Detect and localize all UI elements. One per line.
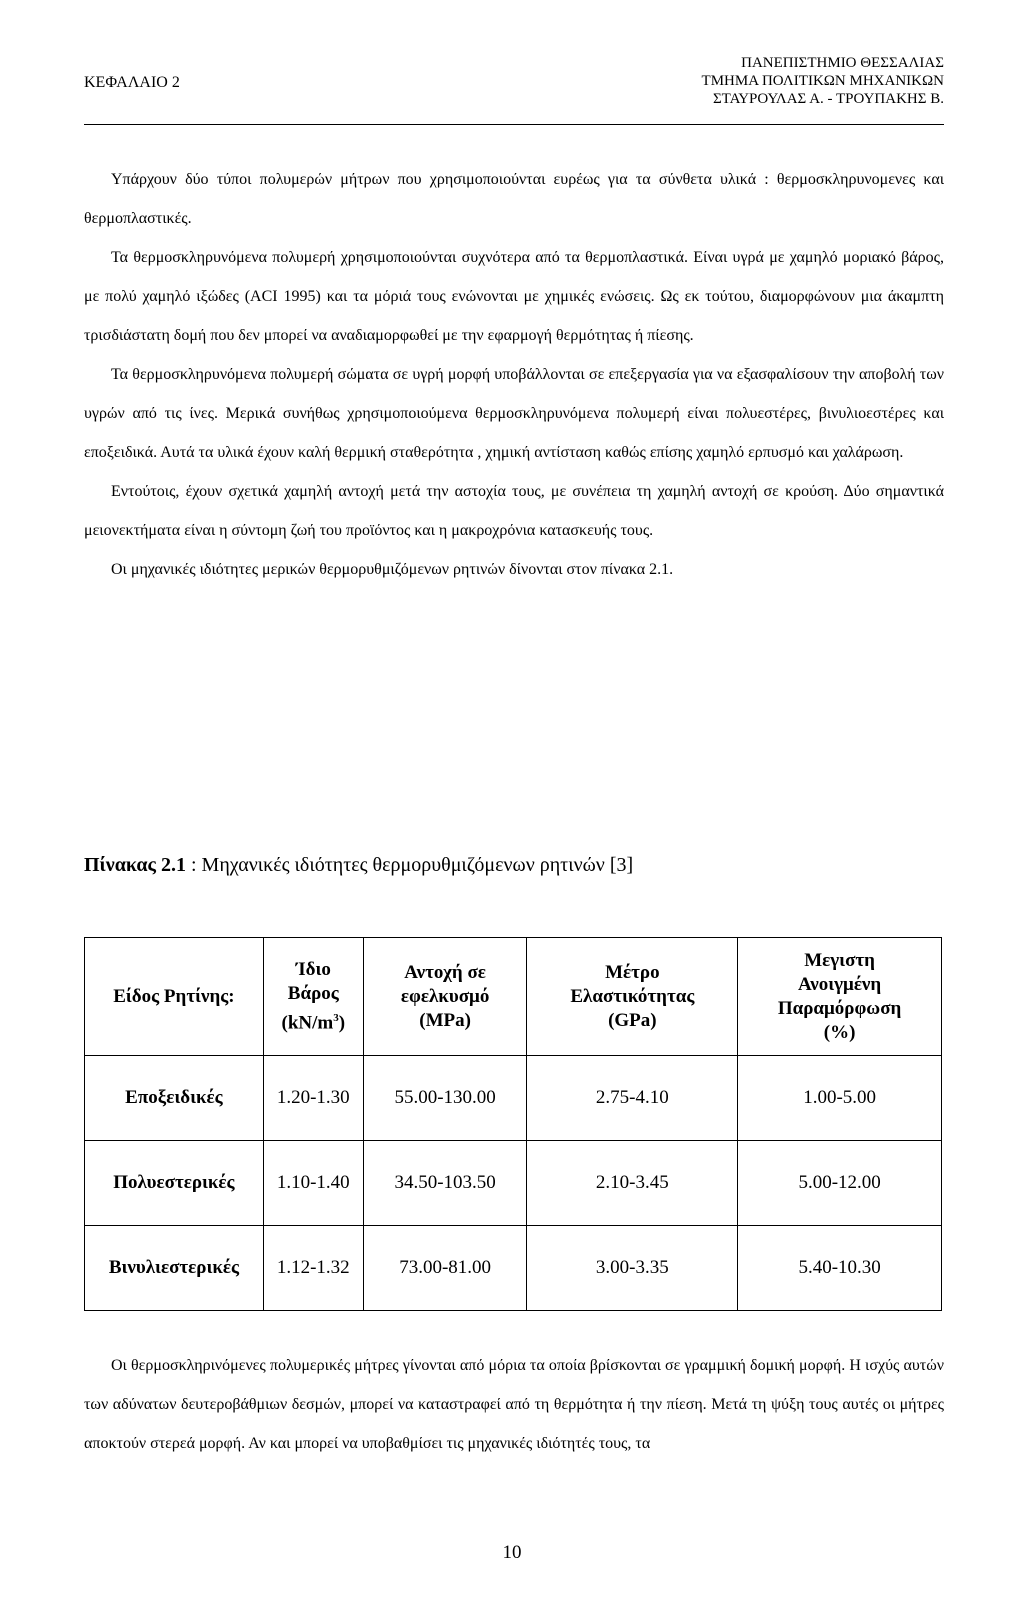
elastic-modulus-cell: 2.75-4.10 (527, 1056, 738, 1141)
header-tensile-strength: Αντοχή σε εφελκυσμό (MPa) (363, 938, 527, 1056)
institution-block (702, 54, 944, 108)
table-header-row (85, 938, 942, 1056)
body-text-bottom (84, 1346, 944, 1463)
paragraph: Οι θερμοσκληρινόμενες πολυμερικές μήτρες γίνονται από μόρια τα οποία βρίσκονται σε γραμμική δομική μορφή. Η ισχύς αυτών των αδύνατων δευτεροβάθμιων δεσμών, μπορεί να καταστραφεί από τη θερμότητα ή την πίεση. Μετά τη ψύξη τους αυτές οι μήτρες αποκτούν στερεά μορφή. Αν και μπορεί να υποβαθμίσει τις μηχανικές ιδιότητές τους, τα (84, 1357, 944, 1452)
resin-type-cell: Εποξειδικές (85, 1056, 264, 1141)
header-rule (84, 124, 944, 125)
specific-weight-cell: 1.12-1.32 (263, 1226, 363, 1311)
paragraph: Τα θερμοσκληρυνόμενα πολυμερή χρησιμοποιούνται συχνότερα από τα θερμοπλαστικά. Είναι υγρά με χαμηλό μοριακό βάρος, με πολύ χαμηλό ιξώδες (ACI 1995) και τα μόριά τους ενώνονται με χημικές ενώσεις. Ως εκ τούτου, διαμορφώνουν μια άκαμπτη τρισδιάστατη δομή που δεν μπορεί να αναδιαμορφωθεί με την εφαρμογή θερμότητας ή πίεσης. (84, 249, 944, 344)
paragraph: Υπάρχουν δύο τύποι πολυμερών μήτρων που χρησιμοποιούνται ευρέως για τα σύνθετα υλικά : θερμοσκληρυνομενες και θερμοπλαστικές. (84, 171, 944, 227)
tensile-strength-cell: 73.00-81.00 (363, 1226, 527, 1311)
authors-names: ΣΤΑΥΡΟΥΛΑΣ Α. - ΤΡΟΥΠΑΚΗΣ Β. (712, 91, 944, 107)
header-specific-weight: Ίδιο Βάρος $(kN/m^3)$ (263, 938, 363, 1056)
specific-weight-cell: 1.20-1.30 (263, 1056, 363, 1141)
table-row (85, 1141, 942, 1226)
specific-weight-cell: 1.10-1.40 (263, 1141, 363, 1226)
table-row (85, 1056, 942, 1141)
page-header (0, 0, 1024, 130)
table-row (85, 1226, 942, 1311)
table-caption-text: : Μηχανικές ιδιότητες θερμορυθμιζόμενων ρητινών [3] (185, 854, 634, 876)
max-strain-cell: 1.00-5.00 (738, 1056, 942, 1141)
paragraph: Τα θερμοσκληρυνόμενα πολυμερή σώματα σε υγρή μορφή υποβάλλονται σε επεξεργασία για να εξασφαλίσουν την αποβολή των υγρών από τις ίνες. Μερικά συνήθως χρησιμοποιούμενα θερμοσκληρυνόμενα πολυμερή είναι πολυεστέρες, βινυλιοεστέρες και εποξειδικά. Αυτά τα υλικά έχουν καλή θερμική σταθερότητα , χημική αντίσταση καθώς επίσης χαμηλό ερπυσμό και χαλάρωση. (84, 366, 944, 461)
header-max-strain: Μεγιστη Ανοιγμένη Παραμόρφωση (%) (738, 938, 942, 1056)
max-strain-cell: 5.00-12.00 (738, 1141, 942, 1226)
university-name: ΠΑΝΕΠΙΣΤΗΜΙΟ ΘΕΣΣΑΛΙΑΣ (741, 55, 944, 71)
max-strain-cell: 5.40-10.30 (738, 1226, 942, 1311)
paragraph: Οι μηχανικές ιδιότητες μερικών θερμορυθμιζόμενων ρητινών δίνονται στον πίνακα 2.1. (111, 561, 674, 578)
department-name: ΤΜΗΜΑ ΠΟΛΙΤΙΚΩΝ ΜΗΧΑΝΙΚΩΝ (701, 73, 944, 89)
header-resin-type: Είδος Ρητίνης: (85, 938, 264, 1056)
table-caption-label: Πίνακας 2.1 (84, 854, 186, 876)
elastic-modulus-cell: 3.00-3.35 (527, 1226, 738, 1311)
resin-properties-table (84, 937, 942, 1311)
tensile-strength-cell: 34.50-103.50 (363, 1141, 527, 1226)
tensile-strength-cell: 55.00-130.00 (363, 1056, 527, 1141)
table-caption (84, 854, 633, 877)
body-text-top (84, 160, 944, 589)
page-number: 10 (502, 1542, 522, 1563)
header-elastic-modulus: Μέτρο Ελαστικότητας (GPa) (527, 938, 738, 1056)
chapter-label: ΚΕΦΑΛΑΙΟ 2 (84, 74, 180, 91)
resin-type-cell: Πολυεστερικές (85, 1141, 264, 1226)
paragraph: Εντούτοις, έχουν σχετικά χαμηλή αντοχή μετά την αστοχία τους, με συνέπεια τη χαμηλή αντοχή σε κρούση. Δύο σημαντικά μειονεκτήματα είναι η σύντομη ζωή του προϊόντος και η μακροχρόνια κατασκευής τους. (84, 483, 944, 539)
resin-type-cell: Βινυλιεστερικές (85, 1226, 264, 1311)
elastic-modulus-cell: 2.10-3.45 (527, 1141, 738, 1226)
